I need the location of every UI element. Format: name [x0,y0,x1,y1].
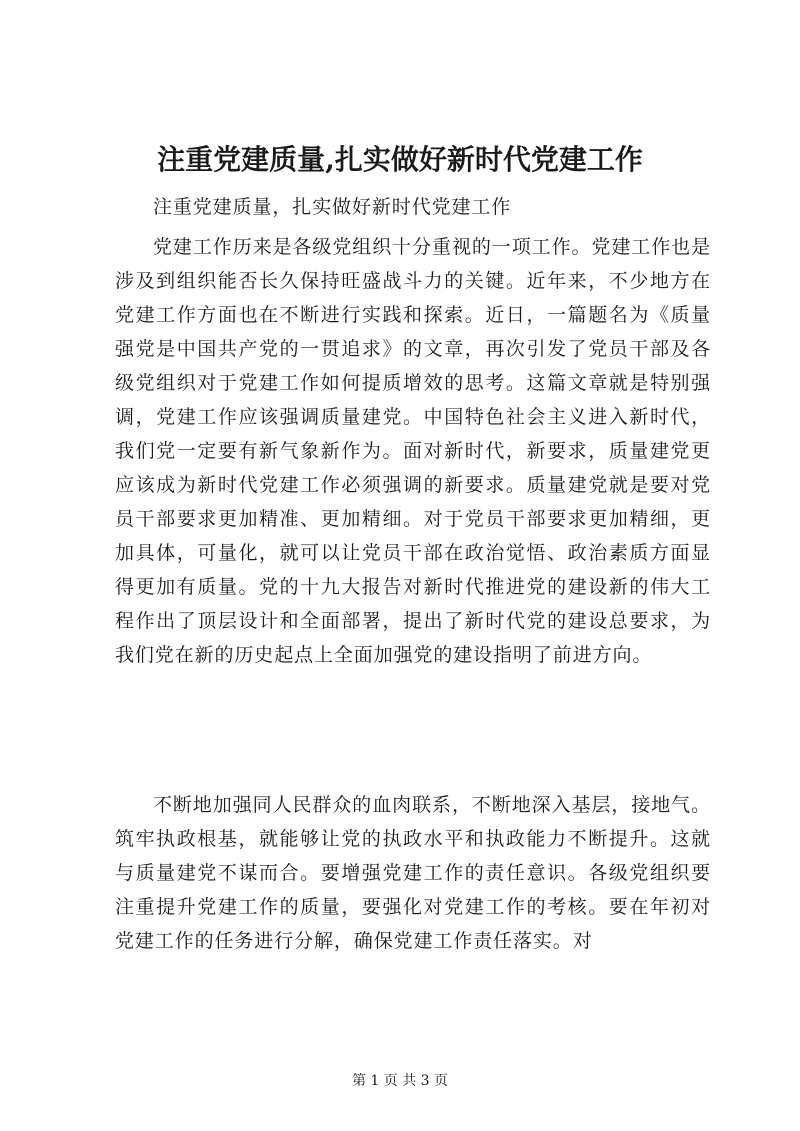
paragraph-1: 党建工作历来是各级党组织十分重视的一项工作。党建工作也是涉及到组织能否长久保持旺盛战斗力的关键。近年来，不少地方在党建工作方面也在不断进行实践和探索。近日，一篇题名为《质量强党是中国共产党的一贯追求》的文章，再次引发了党员干部及各级党组织对于党建工作如何提质增效的思考。这篇文章就是特别强调，党建工作应该强调质量建党。中国特色社会主义进入新时代，我们党一定要有新气象新作为。面对新时代，新要求，质量建党更应该成为新时代党建工作必须强调的新要求。质量建党就是要对党员干部要求更加精准、更加精细。对于党员干部要求更加精细，更加具体，可量化，就可以让党员干部在政治觉悟、政治素质方面显得更加有质量。党的十九大报告对新时代推进党的建设新的伟大工程作出了顶层设计和全面部署，提出了新时代党的建设总要求，为我们党在新的历史起点上全面加强党的建设指明了前进方向。 [115,236,711,666]
document-title: 注重党建质量,扎实做好新时代党建工作 [157,143,643,176]
page-footer: 第 1 页 共 3 页 [351,1073,449,1089]
document-subtitle: 注重党建质量，扎实做好新时代党建工作 [153,196,512,218]
paragraph-2: 不断地加强同人民群众的血肉联系，不断地深入基层，接地气。筑牢执政根基，就能够让党的执政水平和执政能力不断提升。这就与质量建党不谋而合。要增强党建工作的责任意识。各级党组织要注重提升党建工作的质量，要强化对党建工作的考核。要在年初对党建工作的任务进行分解，确保党建工作责任落实。对 [115,794,711,952]
